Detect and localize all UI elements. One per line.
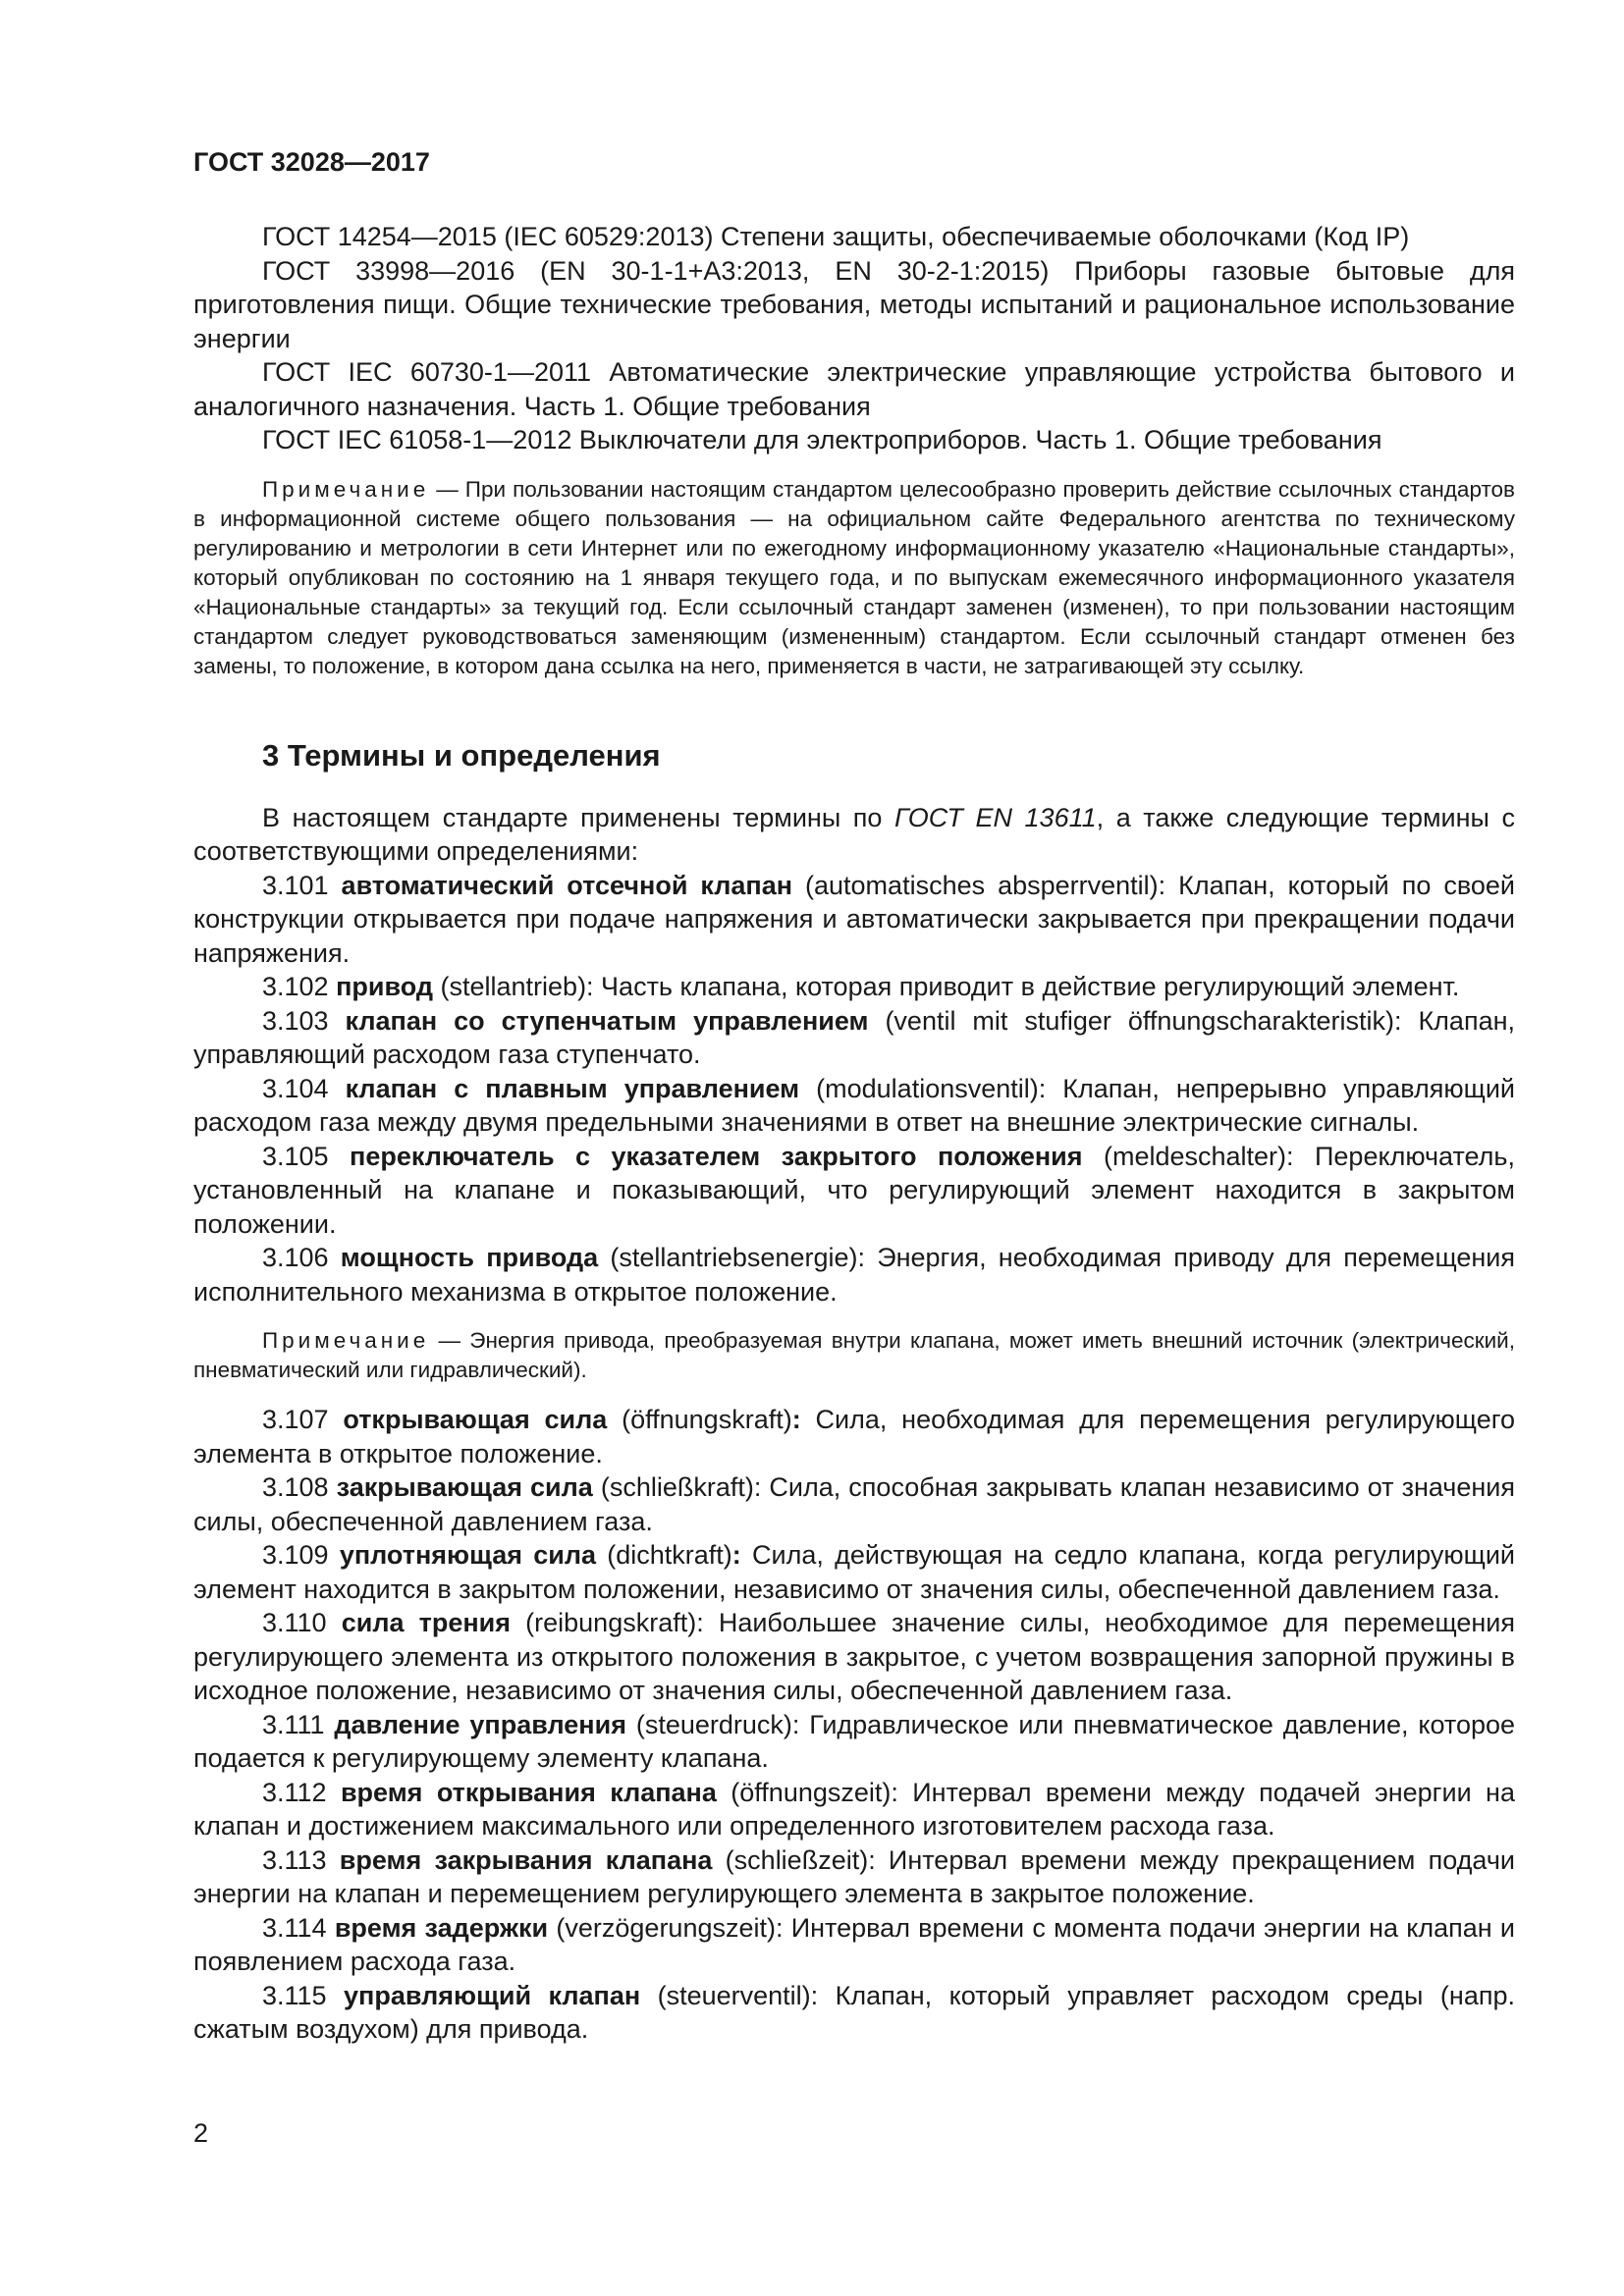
term-name: время задержки (334, 1912, 549, 1943)
term-text: (modulationsventil): Клапан, непрерывно управляющий расходом газа между двумя предельными значениями в ответ на внешние электрические сигналы. (193, 1073, 1515, 1137)
term-text: (meldeschalter): Переключатель, установленный на клапане и показывающий, что регулирующий элемент находится в закрытом положении. (193, 1141, 1515, 1239)
document-header: ГОСТ 32028—2017 (193, 147, 430, 177)
term-text: (steuerdruck): Гидравлическое или пневматическое давление, которое подается к регулирующему элементу клапана. (193, 1709, 1516, 1773)
term-name: привод (336, 972, 433, 1001)
term-definition (193, 1241, 1515, 1308)
term-name: время закрывания клапана (339, 1844, 713, 1875)
term-text: Сила, действующая на седло клапана, когда регулирующий элемент находится в закрытом положении, независимо от значения силы, обеспеченной давлением газа. (193, 1540, 1515, 1604)
reference-item: ГОСТ IEC 60730-1—2011 Автоматические электрические управляющие устройства бытового и аналогичного назначения. Часть 1. Общие требования (193, 357, 1515, 421)
term-text: (schließzeit): Интервал времени между прекращением подачи энергии на клапан и перемещением регулирующего элемента в закрытое положение. (193, 1844, 1515, 1908)
term-definition (193, 1470, 1515, 1538)
term-number: 3.115 (262, 1980, 345, 2010)
term-name: клапан с плавным управлением (345, 1073, 800, 1103)
term-definition (193, 1776, 1515, 1843)
term-number: 3.109 (262, 1540, 340, 1570)
term-definition (193, 970, 1515, 1004)
reference-item: ГОСТ 14254—2015 (IEC 60529:2013) Степени защиты, обеспечиваемые оболочками (Код IP) (262, 222, 1410, 251)
term-name: мощность привода (340, 1243, 599, 1272)
term-colon: : (791, 1405, 801, 1434)
term-definition (193, 1708, 1515, 1776)
term-name: управляющий клапан (344, 1980, 641, 2010)
term-name: автоматический отсечной клапан (341, 870, 793, 900)
document-body (193, 220, 1515, 2047)
term-definition (193, 869, 1515, 971)
term-number: 3.108 (262, 1472, 337, 1502)
term-number: 3.114 (262, 1912, 335, 1943)
term-name: закрывающая сила (336, 1472, 593, 1502)
term-number: 3.112 (262, 1777, 341, 1807)
note-text: — Энергия привода, преобразуемая внутри клапана, может иметь внешний источник (электрический, пневматический или гидравлический). (193, 1328, 1515, 1382)
term-number: 3.102 (262, 972, 337, 1001)
term-text: (schließkraft): Сила, способная закрывать клапан независимо от значения силы, обеспеченной давлением газа. (193, 1472, 1515, 1536)
term-text: (verzögerungszeit): Интервал времени с момента подачи энергии на клапан и появлением расхода газа. (193, 1912, 1515, 1976)
term-text: (automatisches absperrventil): Клапан, который по своей конструкции открывается при подаче напряжения и автоматически закрывается при прекращении подачи напряжения. (193, 870, 1516, 968)
term-name: время открывания клапана (340, 1777, 717, 1807)
terms-list (193, 869, 1515, 1309)
term-text: (öffnungskraft) (607, 1405, 792, 1434)
term-number: 3.113 (262, 1844, 340, 1875)
reference-item: ГОСТ 33998—2016 (EN 30-1-1+A3:2013, EN 30-2-1:2015) Приборы газовые бытовые для приготовления пищи. Общие технические требования, методы испытаний и рациональное использование энергии (193, 255, 1515, 353)
term-text: (öffnungszeit): Интервал времени между подачей энергии на клапан и достижением максимального или определенного изготовителем расхода газа. (193, 1777, 1515, 1841)
term-number: 3.104 (262, 1073, 346, 1103)
term-text: (stellantriebsenergie): Энергия, необходимая приводу для перемещения исполнительного механизма в открытое положение. (193, 1243, 1515, 1307)
note-label: Примечание (262, 1328, 430, 1353)
term-text: Сила, необходимая для перемещения регулирующего элемента в открытое положение. (193, 1405, 1515, 1468)
term-definition (193, 1072, 1515, 1140)
term-text: (dichtkraft) (596, 1540, 732, 1570)
note-actuator-energy (193, 1326, 1515, 1385)
term-name: переключатель с указателем закрытого положения (350, 1141, 1083, 1171)
term-definition (193, 1911, 1515, 1979)
term-number: 3.105 (262, 1141, 351, 1171)
term-number: 3.101 (262, 870, 342, 900)
term-name: давление управления (334, 1709, 626, 1739)
term-number: 3.111 (262, 1709, 335, 1739)
section-intro: В настоящем стандарте применены термины по ГОСТ EN 13611, а также следующие термины с соответствующими определениями: (193, 802, 1515, 866)
note-text: — При пользовании настоящим стандартом целесообразно проверить действие ссылочных стандартов в информационной системе общего пользования — на официальном сайте Федерального агентства по техническому регулированию и метрологии в сети Интернет или по ежегодному информационному указателю «Национальные стандарты», который опубликован по состоянию на 1 января текущего года, и по выпускам ежемесячного информационного указателя «Национальные стандарты» за текущий год. Если ссылочный стандарт заменен (изменен), то при пользовании настоящим стандартом следует руководствоваться заменяющим (измененным) стандартом. Если ссылочный стандарт отменен без замены, то положение, в котором дана ссылка на него, применяется в части, не затрагивающей эту ссылку. (193, 476, 1515, 678)
term-name: клапан со ступенчатым управлением (345, 1005, 869, 1036)
term-name: сила трения (341, 1608, 512, 1637)
reference-citation: ГОСТ EN 13611 (894, 802, 1097, 832)
term-text: (reibungskraft): Наибольшее значение силы, необходимое для перемещения регулирующего элемента из открытого положения в закрытое, с учетом возвращения запорной пружины в исходное положение, независимо от значения силы, обеспеченной давлением газа. (193, 1608, 1515, 1705)
term-definition (193, 1538, 1515, 1606)
terms-list (193, 1403, 1515, 2047)
note-label: Примечание (262, 476, 430, 502)
term-colon: : (731, 1540, 741, 1570)
term-text: (ventil mit stufiger öffnungscharakteristik): Клапан, управляющий расходом газа ступенчато. (193, 1005, 1515, 1069)
reference-item: ГОСТ IEC 61058-1—2012 Выключатели для электроприборов. Часть 1. Общие требования (262, 425, 1382, 454)
term-number: 3.106 (262, 1243, 341, 1272)
page-number: 2 (193, 2118, 209, 2148)
term-definition (193, 1403, 1515, 1470)
term-text: (steuerventil): Клапан, который управляет расходом среды (напр. сжатым воздухом) для привода. (193, 1980, 1515, 2044)
term-definition (193, 1979, 1515, 2047)
term-definition (193, 1606, 1515, 1708)
section-heading: 3 Термины и определения (262, 737, 661, 773)
term-definition (193, 1843, 1515, 1911)
term-definition (193, 1140, 1515, 1242)
term-name: уплотняющая сила (339, 1540, 596, 1570)
term-number: 3.107 (262, 1405, 344, 1434)
note-references (193, 475, 1515, 681)
term-number: 3.110 (262, 1608, 342, 1637)
term-text: (stellantrieb): Часть клапана, которая приводит в действие регулирующий элемент. (433, 972, 1460, 1001)
term-definition (193, 1004, 1515, 1072)
term-name: открывающая сила (343, 1405, 608, 1434)
term-number: 3.103 (262, 1005, 346, 1036)
